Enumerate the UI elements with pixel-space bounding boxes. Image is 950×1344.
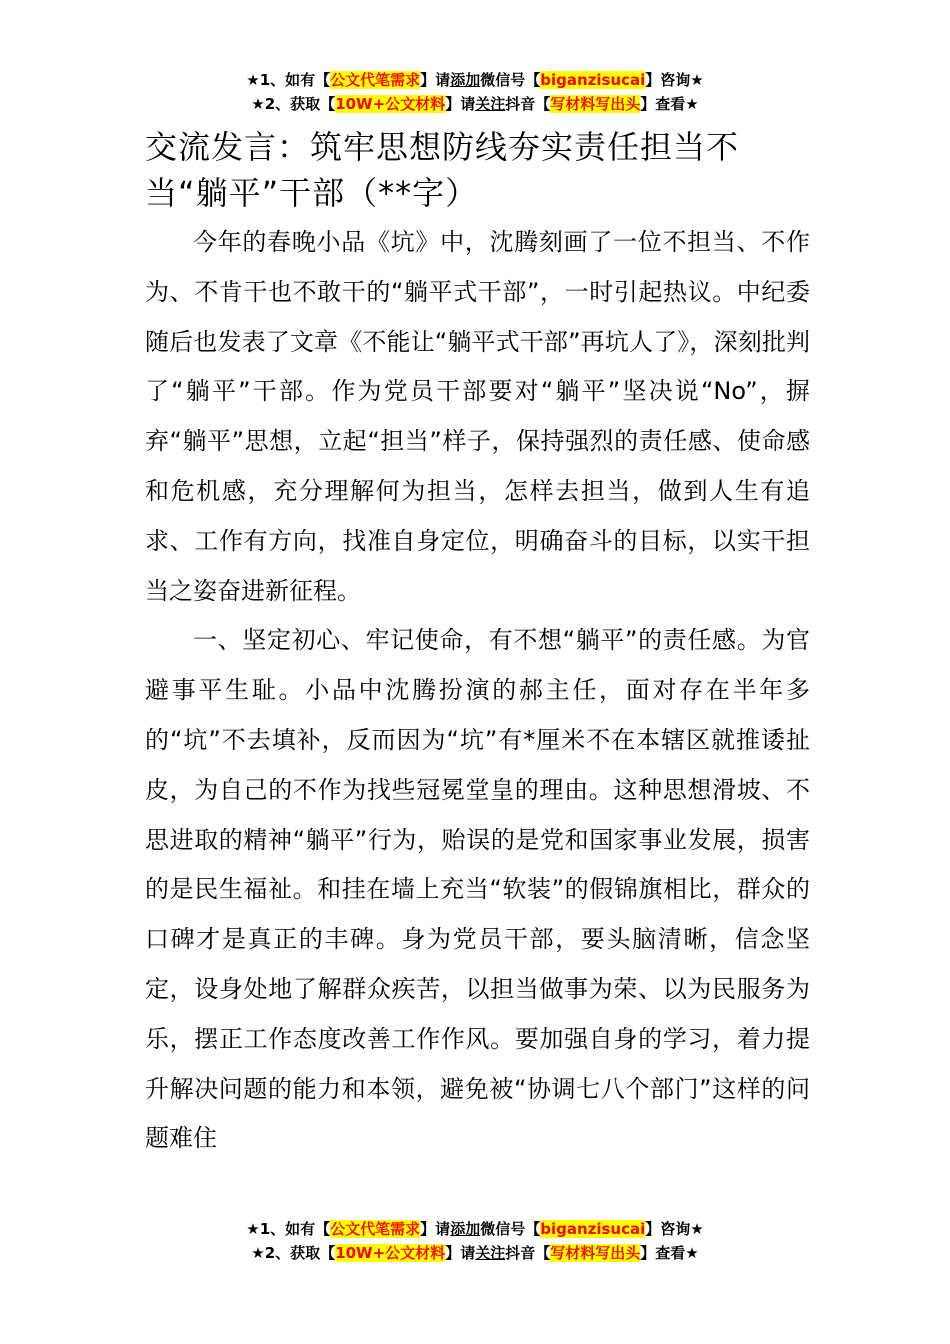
header-banner bbox=[0, 68, 950, 116]
banner-text: 微信号【 bbox=[480, 71, 541, 89]
document-title: 交流发言：筑牢思想防线夯实责任担当不当“躺平”干部（**字） bbox=[145, 128, 740, 212]
banner-text: 抖音【 bbox=[505, 1244, 551, 1262]
banner-text: 】请 bbox=[420, 1220, 451, 1238]
highlight-douyin: 写材料写出头 bbox=[550, 95, 641, 113]
banner-text: 微信号【 bbox=[480, 1220, 541, 1238]
footer-banner bbox=[0, 1217, 950, 1265]
banner-text: 抖音【 bbox=[505, 95, 551, 113]
paragraph-section-1: 一、坚定初心、牢记使命，有不想“躺平”的责任感。为官避事平生耻。小品中沈腾扮演的郝主任，面对存在半年多的“坑”不去填补，反而因为“坑”有*厘米不在本辖区就推诿扯皮，为自己的不作为找些冠冕堂皇的理由。这种思想滑坡、不思进取的精神“躺平”行为，贻误的是党和国家事业发展，损害的是民生福祉。和挂在墙上充当“软装”的假锦旗相比，群众的口碑才是真正的丰碑。身为党员干部，要头脑清晰，信念坚定，设身处地了解群众疾苦，以担当做事为荣、以为民服务为乐，摆正工作态度改善工作作风。要加强自身的学习，着力提升解决问题的能力和本领，避免被“协调七八个部门”这样的问题难住 bbox=[145, 626, 810, 1153]
banner-text: 】咨询★ bbox=[645, 1220, 704, 1238]
highlight-douyin: 写材料写出头 bbox=[550, 1244, 641, 1262]
banner-text: 】咨询★ bbox=[645, 71, 704, 89]
banner-text: ★1、如有【 bbox=[246, 71, 331, 89]
highlight-service: 公文代笔需求 bbox=[330, 71, 421, 89]
banner-text: ★2、获取【 bbox=[251, 1244, 336, 1262]
banner-line-1 bbox=[0, 1217, 950, 1241]
highlight-wechat-id: biganzisucai bbox=[540, 71, 646, 89]
underlined-word: 关注 bbox=[475, 95, 506, 113]
underlined-word: 关注 bbox=[475, 1244, 506, 1262]
underlined-word: 添加 bbox=[450, 71, 481, 89]
highlight-service: 公文代笔需求 bbox=[330, 1220, 421, 1238]
banner-text: 】请 bbox=[420, 71, 451, 89]
banner-text: ★2、获取【 bbox=[251, 95, 336, 113]
paragraph-intro: 今年的春晚小品《坑》中，沈腾刻画了一位不担当、不作为、不肯干也不敢干的“躺平式干部”，一时引起热议。中纪委随后也发表了文章《不能让“躺平式干部”再坑人了》，深刻批判了“躺平”干部。作为党员干部要对“躺平”坚决说“No”，摒弃“躺平”思想，立起“担当”样子，保持强烈的责任感、使命感和危机感，充分理解何为担当，怎样去担当，做到人生有追求、工作有方向，找准自身定位，明确奋斗的目标，以实干担当之姿奋进新征程。 bbox=[145, 228, 810, 605]
highlight-materials: 10W+公文材料 bbox=[335, 95, 446, 113]
banner-line-2 bbox=[0, 92, 950, 116]
banner-text: 】查看★ bbox=[640, 1244, 699, 1262]
banner-text: 】请 bbox=[445, 95, 476, 113]
banner-text: 】查看★ bbox=[640, 95, 699, 113]
highlight-materials: 10W+公文材料 bbox=[335, 1244, 446, 1262]
banner-text: ★1、如有【 bbox=[246, 1220, 331, 1238]
highlight-wechat-id: biganzisucai bbox=[540, 1220, 646, 1238]
document-body bbox=[145, 124, 810, 1164]
banner-text: 】请 bbox=[445, 1244, 476, 1262]
banner-line-1 bbox=[0, 68, 950, 92]
banner-line-2 bbox=[0, 1241, 950, 1265]
underlined-word: 添加 bbox=[450, 1220, 481, 1238]
